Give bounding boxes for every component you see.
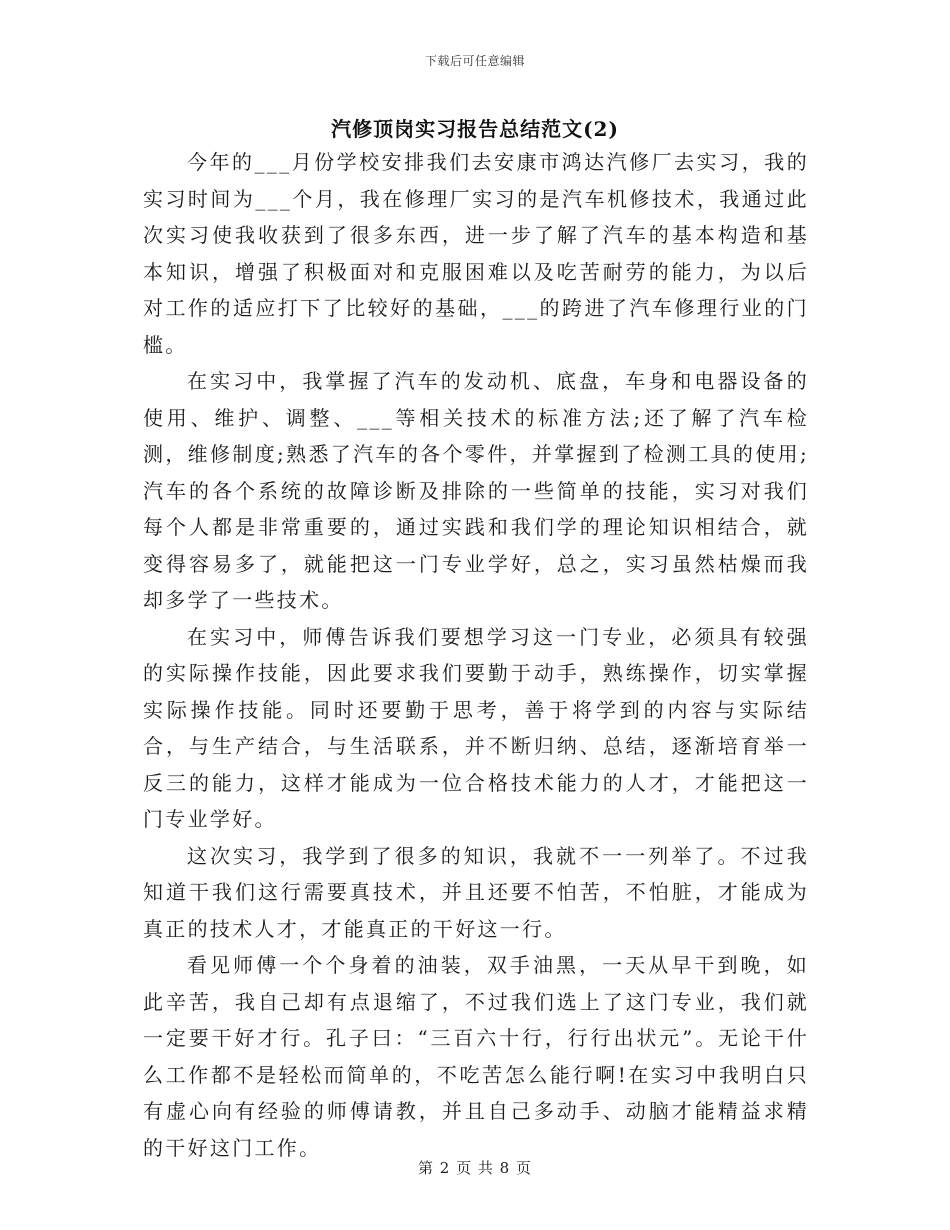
document-body — [143, 144, 809, 1166]
page-number-indicator: 第 2 页 共 8 页 — [418, 1159, 532, 1177]
paragraph-1: 今年的___月份学校安排我们去安康市鸿达汽修厂去实习，我的实习时间为___个月，我在修理厂实习的是汽车机修技术，我通过此次实习使我收获到了很多东西，进一步了解了汽车的基本构造和基本知识，增强了积极面对和克服困难以及吃苦耐劳的能力，为以后对工作的适应打下了比较好的基础，___的跨进了汽车修理行业的门槛。 — [143, 150, 809, 357]
paragraph-2: 在实习中，我掌握了汽车的发动机、底盘，车身和电器设备的使用、维护、调整、___等相关技术的标准方法;还了解了汽车检测，维修制度;熟悉了汽车的各个零件，并掌握到了检测工具的使用;汽车的各个系统的故障诊断及排除的一些简单的技能，实习对我们每个人都是非常重要的，通过实践和我们学的理论知识相结合，就变得容易多了，就能把这一门专业学好，总之，实习虽然枯燥而我却多学了一些技术。 — [143, 369, 809, 612]
document-title: 汽修顶岗实习报告总结范文(2) — [331, 117, 619, 141]
paragraph-4: 这次实习，我学到了很多的知识，我就不一一列举了。不过我知道干我们这行需要真技术，并且还要不怕苦，不怕脏，才能成为真正的技术人才，才能真正的干好这一行。 — [143, 843, 809, 941]
paragraph-3: 在实习中，师傅告诉我们要想学习这一门专业，必须具有较强的实际操作技能，因此要求我们要勤于动手，熟练操作，切实掌握实际操作技能。同时还要勤于思考，善于将学到的内容与实际结合，与生产结合，与生活联系，并不断归纳、总结，逐渐培育举一反三的能力，这样才能成为一位合格技术能力的人才，才能把这一门专业学好。 — [143, 624, 809, 831]
page-header-note: 下载后可任意编辑 — [424, 54, 525, 68]
paragraph-5: 看见师傅一个个身着的油装，双手油黑，一天从早干到晚，如此辛苦，我自己却有点退缩了，不过我们选上了这门专业，我们就一定要干好才行。孔子曰：“三百六十行，行行出状元”。无论干什么工作都不是轻松而简单的，不吃苦怎么能行啊!在实习中我明白只有虚心向有经验的师傅请教，并且自己多动手、动脑才能精益求精的干好这门工作。 — [143, 953, 809, 1160]
